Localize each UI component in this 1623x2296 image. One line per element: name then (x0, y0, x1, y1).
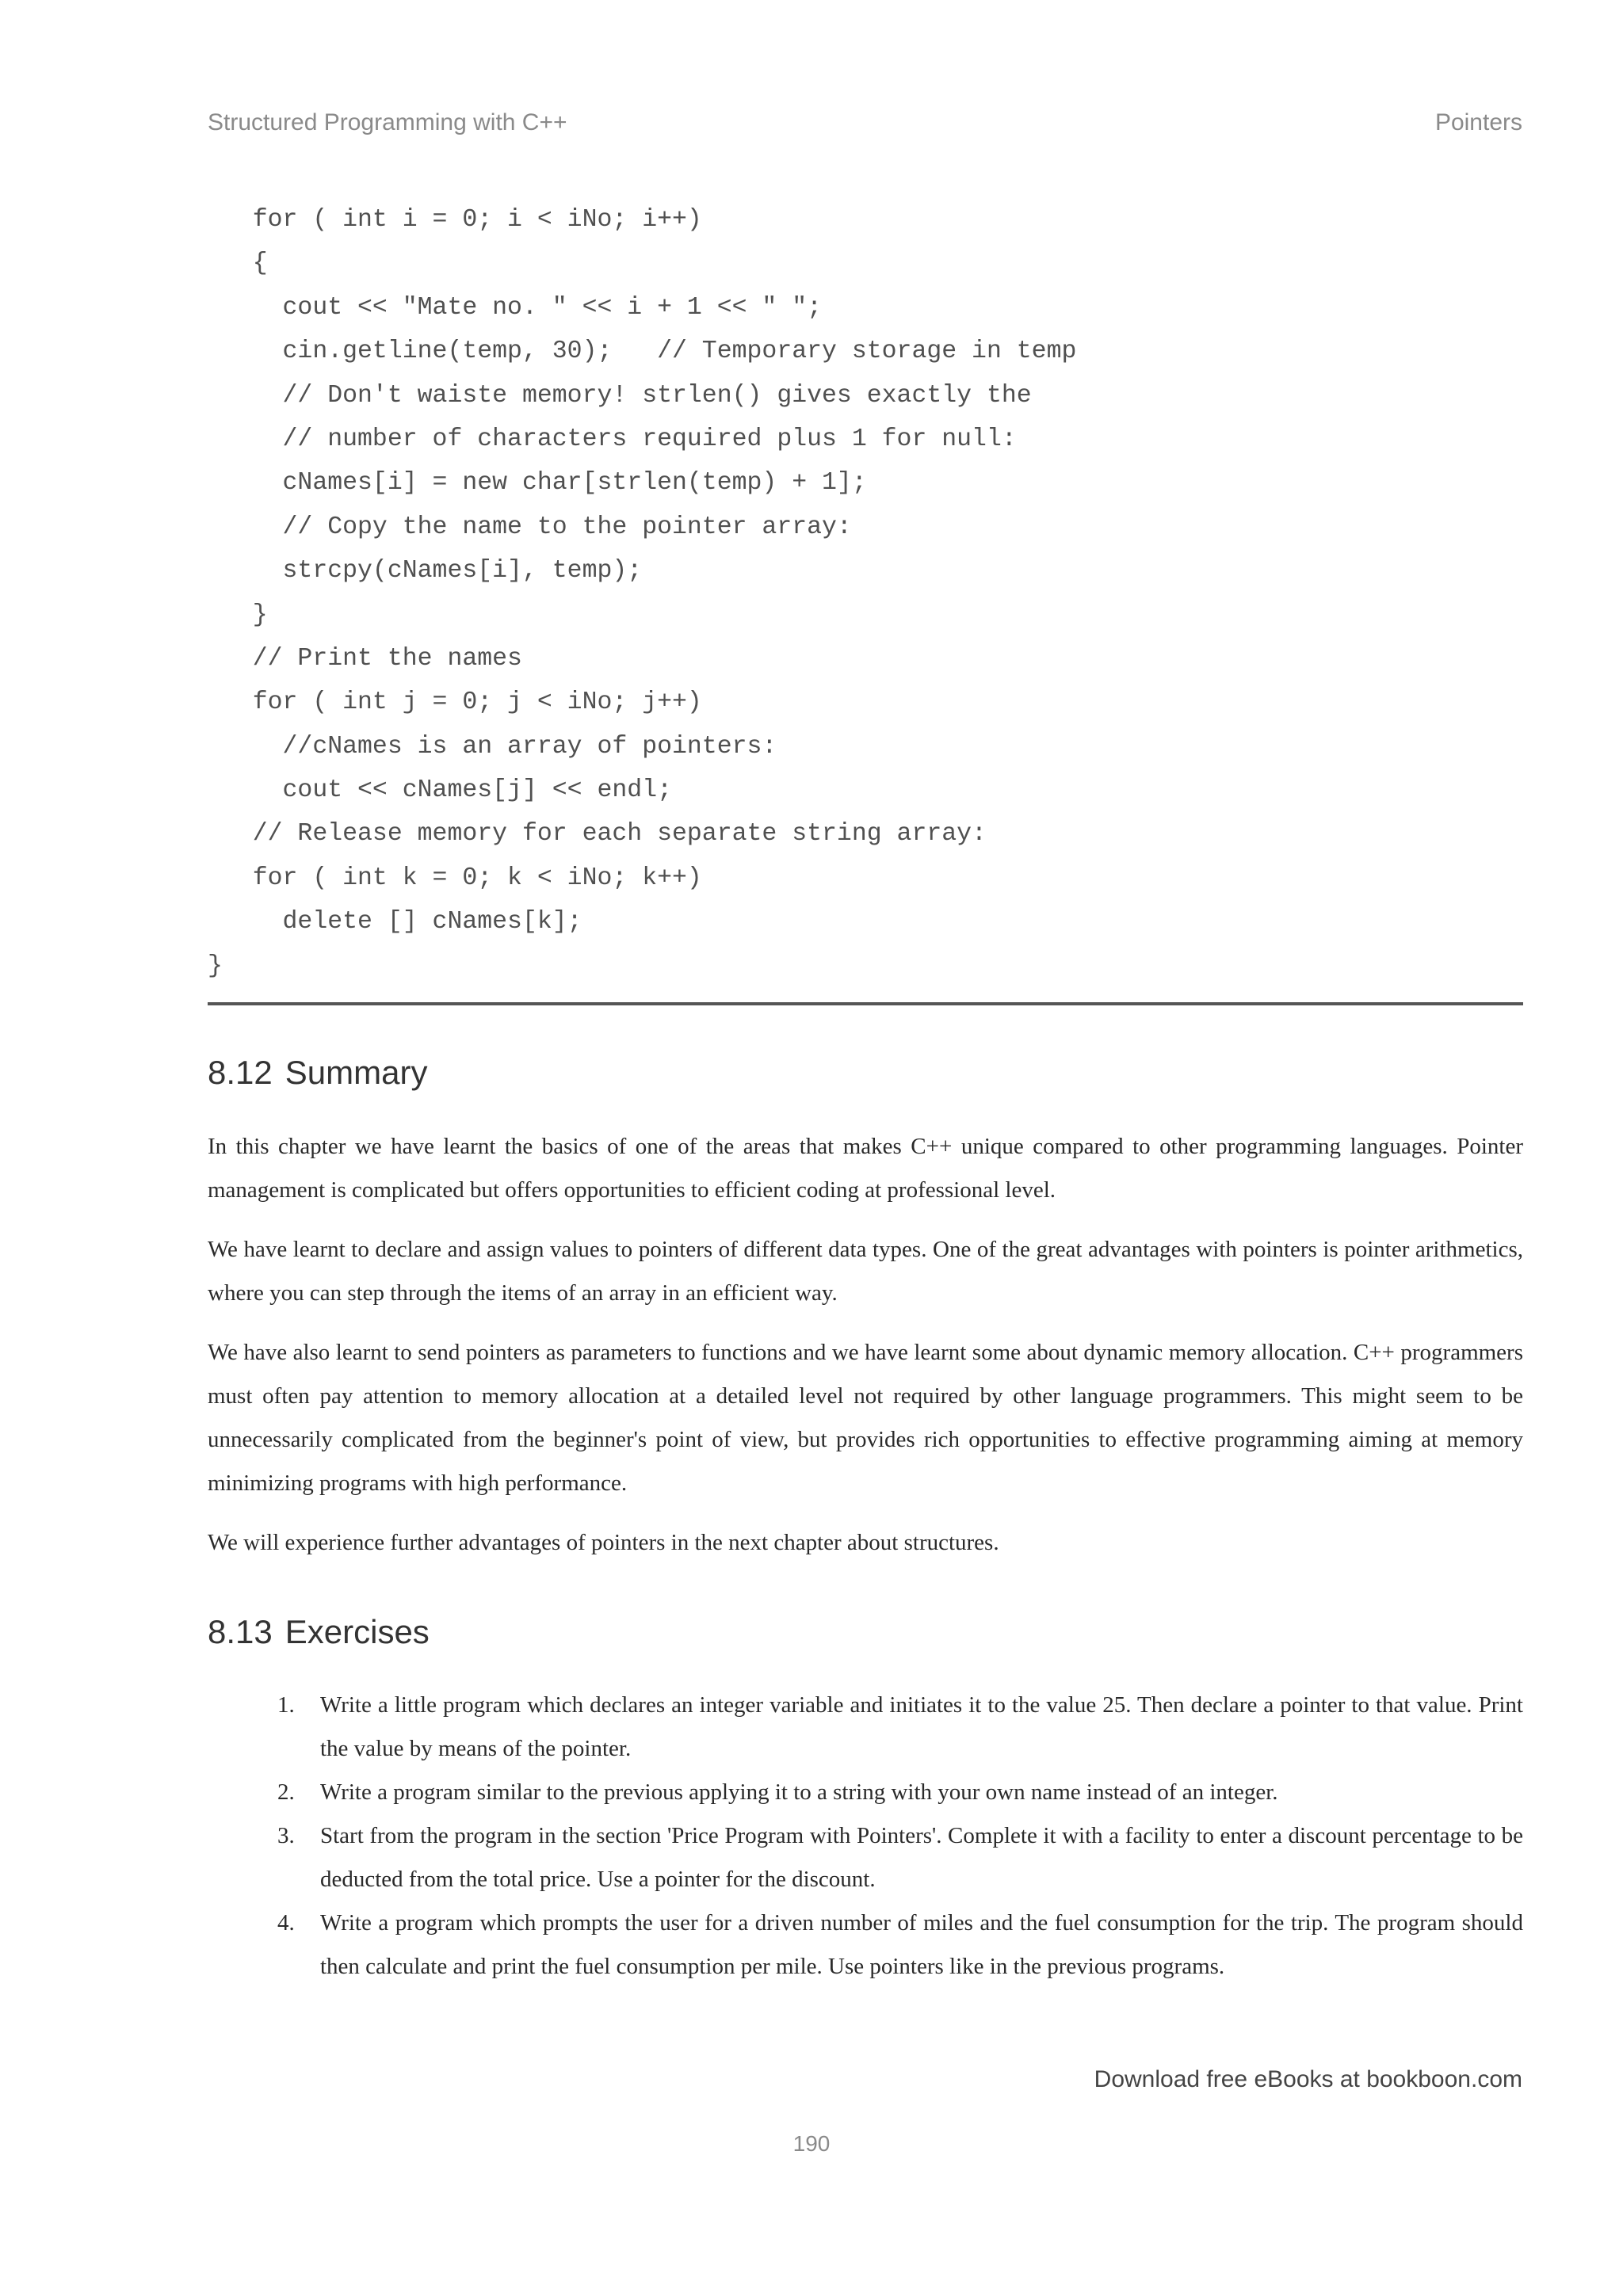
exercise-text: Write a program similar to the previous applying it to a string with your own name instead of an integer. (320, 1779, 1278, 1805)
code-line: // number of characters required plus 1 for null: (208, 425, 1017, 453)
page-number: 190 (792, 2131, 831, 2156)
exercise-number: 2. (277, 1779, 295, 1805)
running-header (208, 109, 1522, 136)
code-line: cout << cNames[j] << endl; (208, 776, 672, 805)
summary-heading (208, 1054, 427, 1092)
section-title: Summary (285, 1054, 428, 1091)
code-line: } (208, 952, 223, 980)
exercise-list (277, 1684, 1523, 1989)
code-line: // Print the names (208, 644, 522, 673)
book-title: Structured Programming with C++ (208, 109, 567, 135)
code-line: cNames[i] = new char[strlen(temp) + 1]; (208, 469, 867, 498)
code-line: //cNames is an array of pointers: (208, 732, 777, 761)
exercises-heading (208, 1613, 430, 1651)
code-line: { (208, 250, 268, 278)
summary-paragraph: We will experience further advantages of pointers in the next chapter about structures. (208, 1530, 999, 1555)
chapter-title: Pointers (1434, 109, 1522, 135)
exercise-item (277, 1814, 1523, 1901)
code-line: // Don't waiste memory! strlen() gives exactly the (208, 381, 1032, 410)
code-line: for ( int k = 0; k < iNo; k++) (208, 864, 702, 892)
code-line: // Copy the name to the pointer array: (208, 513, 852, 541)
code-line: for ( int j = 0; j < iNo; j++) (208, 688, 702, 717)
exercise-item (277, 1771, 1523, 1814)
code-line: cin.getline(temp, 30); // Temporary storage in temp (208, 338, 1077, 366)
summary-body (208, 1125, 1523, 1581)
code-divider (208, 1002, 1523, 1005)
code-line: } (208, 601, 268, 629)
code-listing (208, 198, 1523, 988)
summary-paragraph: We have also learnt to send pointers as parameters to functions and we have learnt some about dynamic memory allocation. C++ programmers must often pay attention to memory allocation at a detailed level not required by other language programmers. This might seem to be unnecessarily complicated from the beginner's point of view, but provides rich opportunities to effective programming aiming at memory minimizing programs with high performance. (208, 1340, 1523, 1496)
section-number: 8.12 (208, 1054, 273, 1091)
exercise-number: 1. (277, 1692, 295, 1718)
code-line: // Release memory for each separate string array: (208, 820, 987, 849)
code-line: cout << "Mate no. " << i + 1 << " "; (208, 293, 823, 322)
exercise-text: Write a little program which declares an integer variable and initiates it to the value 25. Then declare a pointer to that value. Print the value by means of the pointer. (320, 1692, 1523, 1761)
section-number: 8.13 (208, 1613, 273, 1650)
code-line: delete [] cNames[k]; (208, 908, 582, 936)
summary-paragraph: In this chapter we have learnt the basics of one of the areas that makes C++ unique compared to other programming languages. Pointer management is complicated but offers opportunities to efficient coding at professional level. (208, 1134, 1523, 1203)
exercise-text: Write a program which prompts the user for a driven number of miles and the fuel consumption for the trip. The program should then calculate and print the fuel consumption per mile. Use pointers like in the previous programs. (320, 1910, 1523, 1979)
exercise-number: 4. (277, 1910, 295, 1936)
section-title: Exercises (285, 1613, 430, 1650)
exercise-text: Start from the program in the section 'Price Program with Pointers'. Complete it with a facility to enter a discount percentage to be deducted from the total price. Use a pointer for the discount. (320, 1823, 1523, 1892)
exercise-number: 3. (277, 1823, 295, 1848)
exercise-item (277, 1684, 1523, 1771)
download-link[interactable]: Download free eBooks at bookboon.com (1094, 2066, 1522, 2092)
exercise-item (277, 1901, 1523, 1989)
code-line: strcpy(cNames[i], temp); (208, 557, 643, 585)
summary-paragraph: We have learnt to declare and assign values to pointers of different data types. One of the great advantages with pointers is pointer arithmetics, where you can step through the items of an array in an efficient way. (208, 1237, 1523, 1306)
code-line: for ( int i = 0; i < iNo; i++) (208, 206, 702, 234)
